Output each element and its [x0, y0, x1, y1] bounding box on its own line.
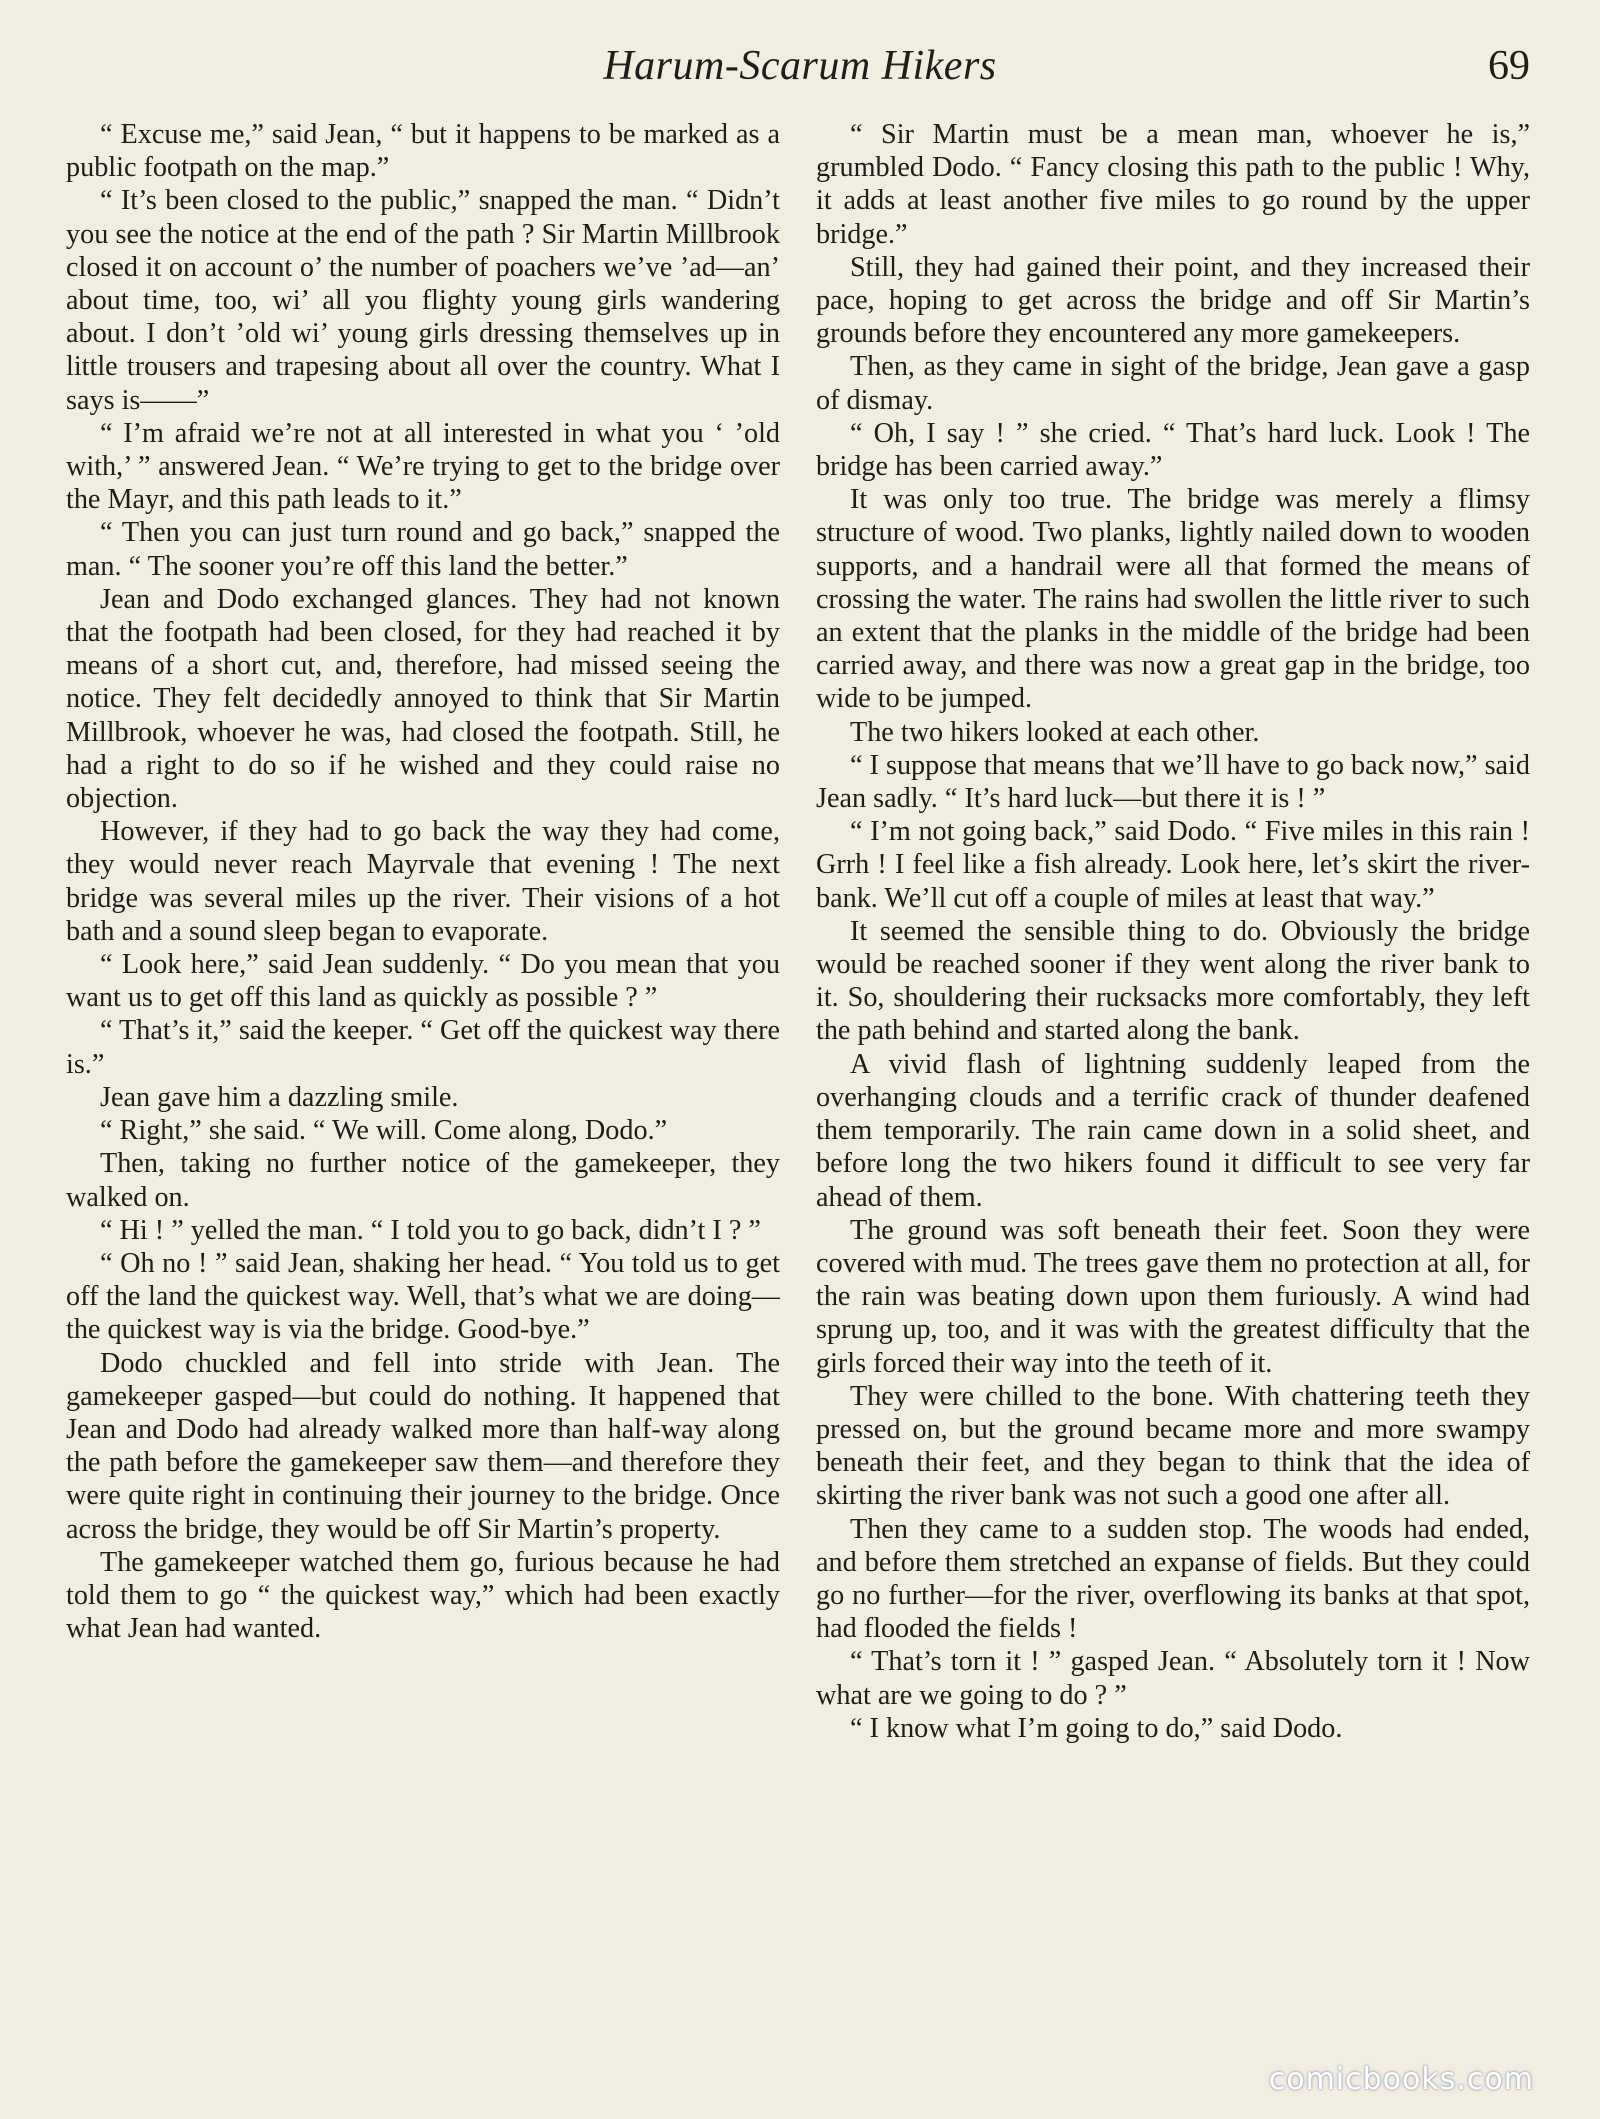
paragraph: “ That’s it,” said the keeper. “ Get off the quickest way there is.”	[66, 1015, 780, 1080]
paragraph: “ Sir Martin must be a mean man, whoever he is,” grumbled Dodo. “ Fancy closing this path to the public ! Why, it adds at least another five miles to go round by the upper bridge.”	[816, 119, 1530, 250]
right-column	[816, 118, 1530, 1745]
paragraph: “ Right,” she said. “ We will. Come along, Dodo.”	[100, 1115, 668, 1147]
paragraph: Then, taking no further notice of the gamekeeper, they walked on.	[66, 1148, 780, 1213]
paragraph: Still, they had gained their point, and they increased their pace, hoping to get across the bridge and off Sir Martin’s grounds before they encountered any more gamekeepers.	[816, 251, 1530, 350]
paragraph: The two hikers looked at each other.	[850, 716, 1260, 748]
paragraph: Then, as they came in sight of the bridge, Jean gave a gasp of dismay.	[816, 351, 1530, 416]
paragraph: “ Look here,” said Jean suddenly. “ Do you mean that you want us to get off this land as quickly as possible ? ”	[66, 949, 780, 1014]
paragraph: It seemed the sensible thing to do. Obviously the bridge would be reached sooner if they went along the river bank to it. So, shouldering their rucksacks more comfortably, they left the path behind and started along the bank.	[816, 915, 1530, 1047]
paragraph: “ Then you can just turn round and go back,” snapped the man. “ The sooner you’re off this land the better.”	[66, 517, 780, 582]
paragraph: Jean gave him a dazzling smile.	[100, 1081, 459, 1113]
paragraph: “ I’m afraid we’re not at all interested in what you ‘ ’old with,’ ” answered Jean. “ We’re trying to get to the bridge over the Mayr, and this path leads to it.”	[66, 417, 780, 516]
paragraph: “ That’s torn it ! ” gasped Jean. “ Absolutely torn it ! Now what are we going to do ? ”	[816, 1646, 1530, 1711]
left-column	[66, 118, 780, 1645]
paragraph: “ I’m not going back,” said Dodo. “ Five miles in this rain ! Grrh ! I feel like a fish already. Look here, let’s skirt the river-bank. We’ll cut off a couple of miles at least that way.”	[816, 816, 1530, 914]
paragraph: Jean and Dodo exchanged glances. They had not known that the footpath had been closed, for they had reached it by means of a short cut, and, therefore, had missed seeing the notice. They felt decidedly annoyed to think that Sir Martin Millbrook, whoever he was, had closed the footpath. Still, he had a right to do so if he wished and they could raise no objection.	[66, 583, 780, 815]
paragraph: A vivid flash of lightning suddenly leaped from the overhanging clouds and a terrific crack of thunder deafened them temporarily. The rain came down in a solid sheet, and before long the two hikers found it difficult to see very far ahead of them.	[816, 1048, 1530, 1213]
paragraph: However, if they had to go back the way they had come, they would never reach Mayrvale that evening ! The next bridge was several miles up the river. Their visions of a hot bath and a sound sleep began to evaporate.	[66, 816, 780, 947]
paragraph: Then they came to a sudden stop. The woods had ended, and before them stretched an expanse of fields. But they could go no further—for the river, overflowing its banks at that spot, had flooded the fields !	[816, 1513, 1530, 1645]
paragraph: “ Excuse me,” said Jean, “ but it happens to be marked as a public footpath on the map.”	[66, 119, 780, 184]
running-title: Harum-Scarum Hikers	[603, 43, 997, 89]
paragraph: It was only too true. The bridge was merely a flimsy structure of wood. Two planks, lightly nailed down to wooden supports, and a handrail were all that formed the means of crossing the water. The rains had swollen the little river to such an extent that the planks in the middle of the bridge had been carried away, and there was now a great gap in the bridge, too wide to be jumped.	[816, 484, 1530, 715]
running-header	[66, 42, 1534, 102]
watermark: comicbooks.com	[1268, 2062, 1534, 2097]
paragraph: They were chilled to the bone. With chattering teeth they pressed on, but the ground became more and more swampy beneath their feet, and they began to think that the idea of skirting the river bank was not such a good one after all.	[816, 1380, 1530, 1512]
paragraph: “ It’s been closed to the public,” snapped the man. “ Didn’t you see the notice at the end of the path ? Sir Martin Millbrook closed it on account o’ the number of poachers we’ve ’ad—an’ about time, too, wi’ all you flighty young girls wandering about. I don’t ’old wi’ young girls dressing themselves up in little trousers and trapesing about all over the country. What I says is——”	[66, 185, 780, 416]
paragraph: Dodo chuckled and fell into stride with Jean. The gamekeeper gasped—but could do nothing. It happened that Jean and Dodo had already walked more than half-way along the path before the gamekeeper saw them—and therefore they were quite right in continuing their journey to the bridge. Once across the bridge, they would be off Sir Martin’s property.	[66, 1347, 780, 1545]
page-number: 69	[1488, 43, 1530, 89]
paragraph: The gamekeeper watched them go, furious because he had told them to go “ the quickest way,” which had been exactly what Jean had wanted.	[66, 1546, 780, 1645]
paragraph: “ I suppose that means that we’ll have to go back now,” said Jean sadly. “ It’s hard luck—but there it is ! ”	[816, 749, 1530, 815]
paragraph: The ground was soft beneath their feet. Soon they were covered with mud. The trees gave them no protection at all, for the rain was beating down upon them furiously. A wind had sprung up, too, and it was with the greatest difficulty that the girls forced their way into the teeth of it.	[816, 1214, 1530, 1379]
paragraph: “ Hi ! ” yelled the man. “ I told you to go back, didn’t I ? ”	[100, 1214, 761, 1246]
paragraph: “ Oh, I say ! ” she cried. “ That’s hard luck. Look ! The bridge has been carried away.”	[816, 417, 1530, 483]
paragraph: “ Oh no ! ” said Jean, shaking her head. “ You told us to get off the land the quickest way. Well, that’s what we are doing—the quickest way is via the bridge. Good-bye.”	[66, 1247, 780, 1346]
paragraph: “ I know what I’m going to do,” said Dodo.	[850, 1712, 1343, 1744]
